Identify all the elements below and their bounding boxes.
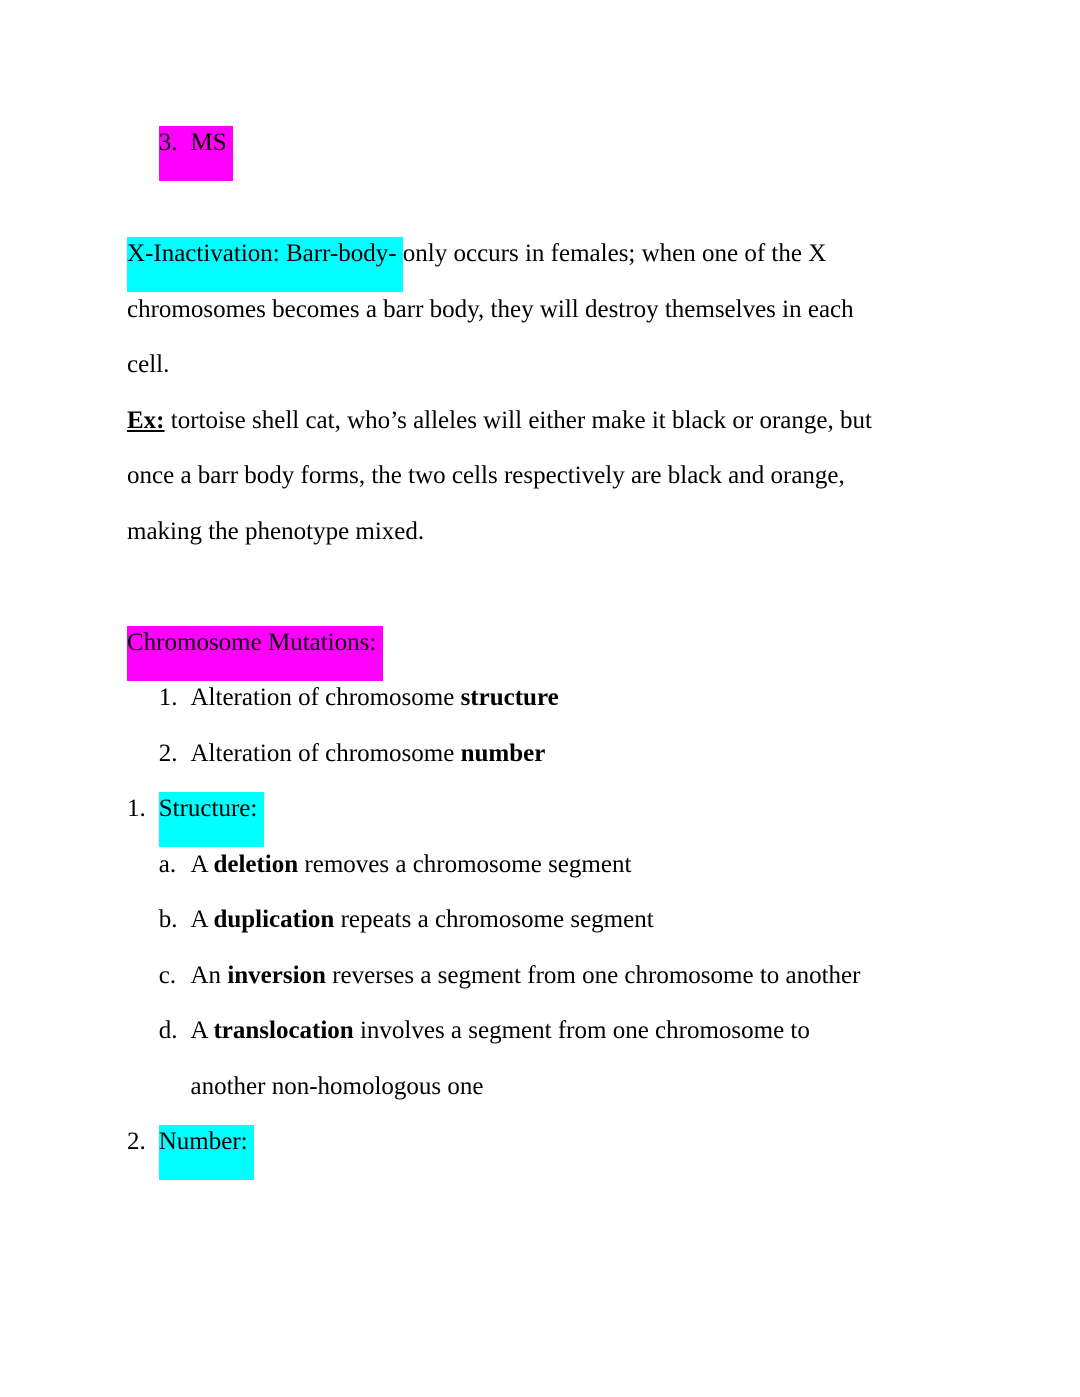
list-marker: 1. [158, 684, 178, 711]
text-run: MS [190, 129, 233, 156]
bold-text: number [460, 739, 546, 767]
document-content [127, 127, 953, 1182]
text-run: removes a chromosome segment [298, 850, 632, 878]
highlighted-text-cyan: X-Inactivation: Barr-body- [127, 237, 403, 292]
text-run: making the phenotype mixed. [127, 517, 425, 545]
list-item-duplication [127, 904, 953, 960]
highlighted-text-cyan: Structure: [159, 792, 264, 847]
text-run: repeats a chromosome segment [334, 906, 654, 933]
highlighted-text-magenta [159, 126, 233, 181]
para-ex-line-2 [127, 460, 953, 516]
list-marker: d. [158, 1017, 178, 1044]
heading-chromosome-mutations [127, 627, 953, 683]
line-translocation-continuation [127, 1071, 953, 1127]
para-ex-line-3 [127, 516, 953, 572]
list-item-alteration-structure [127, 682, 953, 738]
list-marker: a. [158, 850, 177, 878]
para-x-inactivation-line-3 [127, 349, 953, 405]
para-x-inactivation-line-2 [127, 294, 953, 350]
para-ex-line-1 [127, 405, 953, 461]
list-item-inversion [127, 960, 953, 1016]
highlighted-text-magenta: Chromosome Mutations: [127, 626, 383, 681]
list-marker: c. [158, 961, 177, 989]
text-run: reverses a segment from one chromosome to another [325, 961, 861, 989]
text-run: An [190, 961, 228, 989]
list-item-number-heading [127, 1126, 953, 1182]
text-run: A [190, 906, 214, 933]
bold-text: deletion [213, 850, 299, 878]
bold-text: structure [460, 684, 559, 711]
list-item-translocation [127, 1015, 953, 1071]
list-item-3-ms [127, 127, 953, 183]
bold-text: inversion [227, 961, 326, 989]
text-run: A [190, 850, 214, 878]
empty-line [127, 183, 953, 239]
bold-text: translocation [213, 1017, 354, 1044]
list-item-alteration-number [127, 738, 953, 794]
text-run: Alteration of chromosome [190, 684, 461, 711]
list-item-structure-heading [127, 793, 953, 849]
list-marker: b. [158, 906, 178, 933]
text-run: only occurs in females; when one of the X [402, 240, 827, 267]
list-marker: 2. [127, 1128, 146, 1155]
text-run: involves a segment from one chromosome to [353, 1017, 810, 1044]
highlighted-text-cyan: Number: [159, 1125, 254, 1180]
text-run: tortoise shell cat, who’s alleles will either make it black or orange, but [164, 406, 872, 434]
bold-text: duplication [213, 906, 335, 933]
list-marker: 2. [158, 739, 178, 767]
empty-line [127, 571, 953, 627]
text-run: cell. [127, 351, 170, 378]
list-marker: 1. [127, 795, 146, 822]
text-run: Alteration of chromosome [190, 739, 461, 767]
bold-underline-text: Ex: [127, 406, 165, 434]
list-item-deletion [127, 849, 953, 905]
text-run: A [190, 1017, 214, 1044]
para-x-inactivation-line-1 [127, 238, 953, 294]
text-run: another non-homologous one [190, 1072, 484, 1100]
text-run: once a barr body forms, the two cells respectively are black and orange, [127, 462, 845, 489]
list-marker: 3. [158, 129, 178, 156]
text-run: chromosomes becomes a barr body, they will destroy themselves in each [127, 295, 854, 323]
